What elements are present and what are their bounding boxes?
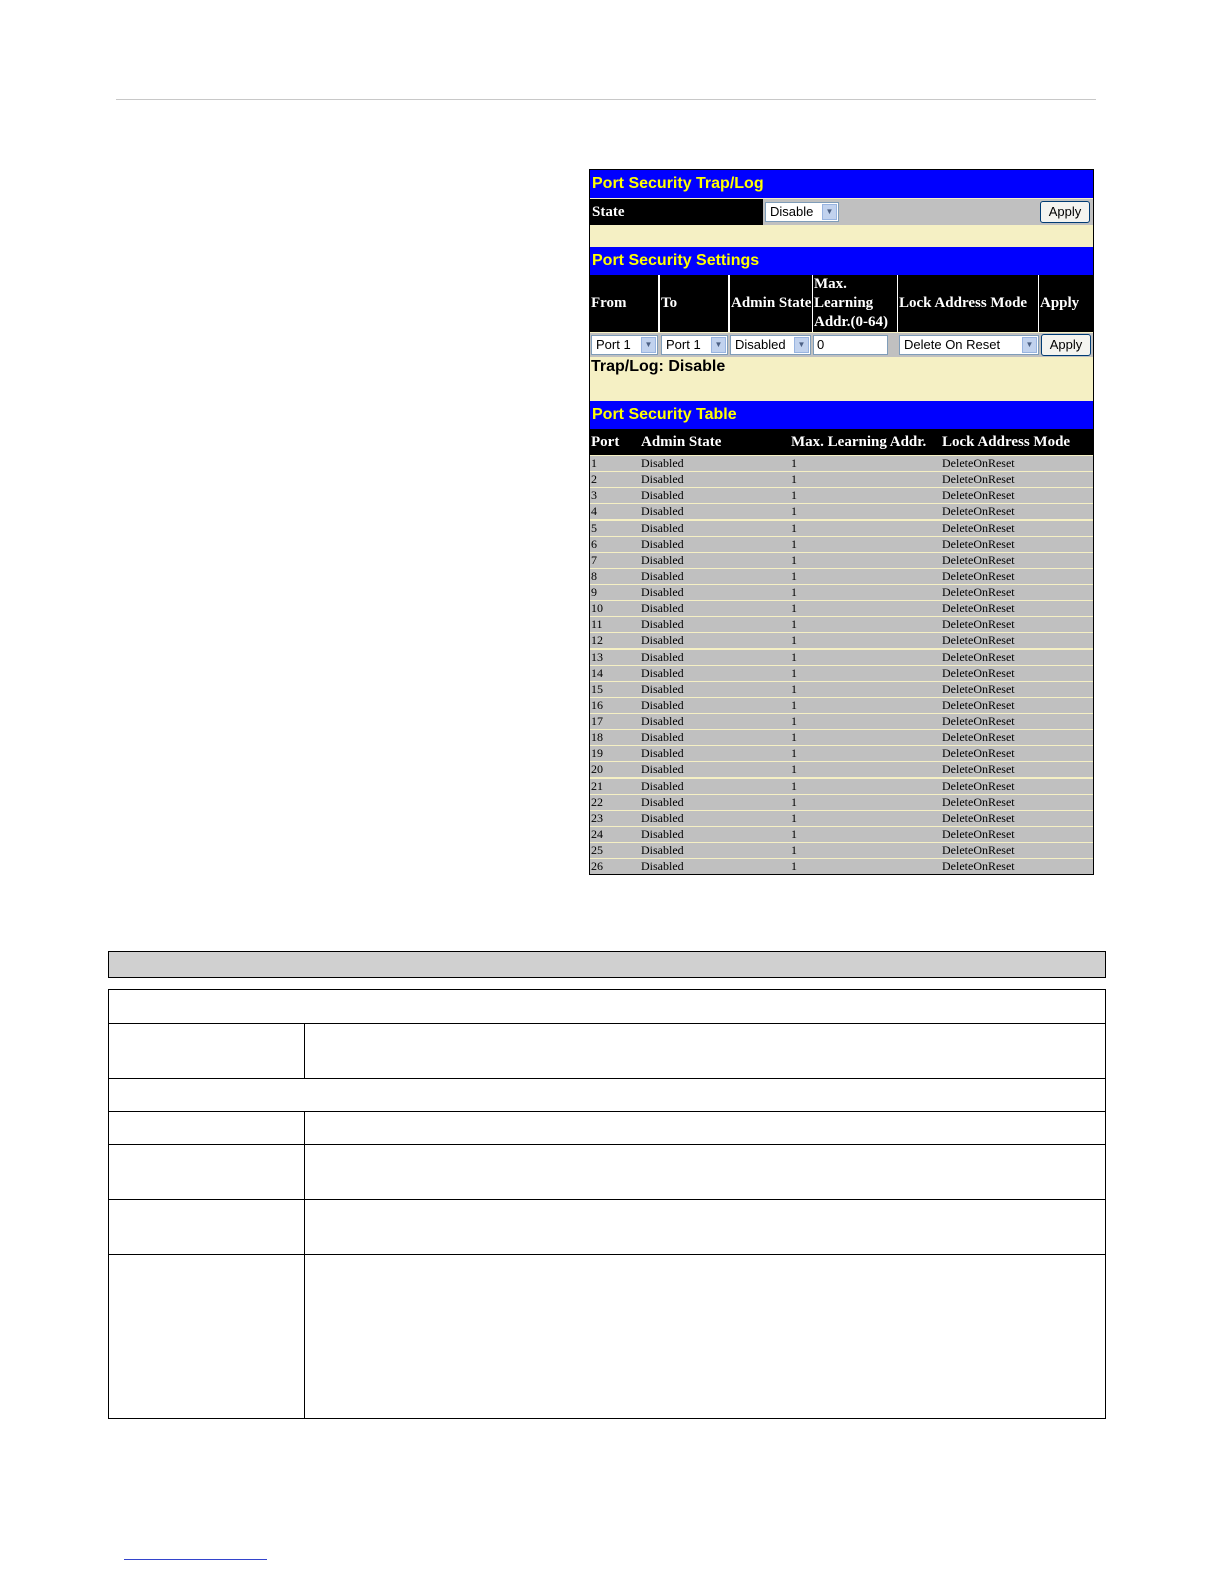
trap-log-title: Port Security Trap/Log bbox=[590, 170, 1093, 198]
cell-lock-mode: DeleteOnReset bbox=[942, 520, 1015, 535]
table-row bbox=[590, 714, 1093, 730]
settings-header-row bbox=[590, 275, 1093, 332]
settings-input-row bbox=[590, 333, 1093, 357]
cell-max-learning: 1 bbox=[791, 826, 797, 841]
header-from: From bbox=[590, 275, 658, 332]
cell-max-learning: 1 bbox=[791, 552, 797, 567]
table-row bbox=[590, 456, 1093, 472]
cell-admin-state: Disabled bbox=[641, 568, 684, 583]
cell-port: 5 bbox=[591, 520, 597, 535]
cell-lock-mode: DeleteOnReset bbox=[942, 730, 1015, 745]
trap-log-state-value: Disable bbox=[770, 204, 814, 219]
header-max-learning bbox=[813, 275, 897, 332]
table-row bbox=[590, 553, 1093, 569]
cell-port: 20 bbox=[591, 762, 603, 777]
cell-lock-mode: DeleteOnReset bbox=[942, 665, 1015, 680]
chevron-down-icon: ▼ bbox=[794, 337, 809, 353]
cell-port: 24 bbox=[591, 826, 603, 841]
chevron-down-icon: ▼ bbox=[822, 204, 837, 220]
cell-lock-mode: DeleteOnReset bbox=[942, 552, 1015, 567]
cell-lock-mode: DeleteOnReset bbox=[942, 504, 1015, 519]
table-title: Port Security Table bbox=[590, 401, 1093, 429]
cell-max-learning: 1 bbox=[791, 746, 797, 761]
cell-port: 6 bbox=[591, 536, 597, 551]
table-row bbox=[590, 859, 1093, 875]
cell-admin-state: Disabled bbox=[641, 665, 684, 680]
cell-admin-state: Disabled bbox=[641, 697, 684, 712]
to-port-value: Port 1 bbox=[666, 337, 701, 352]
table-row bbox=[590, 843, 1093, 859]
lock-mode-value: Delete On Reset bbox=[904, 337, 1001, 352]
admin-state-value: Disabled bbox=[735, 337, 786, 352]
table-row bbox=[590, 746, 1093, 762]
cell-admin-state: Disabled bbox=[641, 826, 684, 841]
cell-admin-state: Disabled bbox=[641, 552, 684, 567]
to-port-select[interactable] bbox=[661, 335, 728, 355]
cell-max-learning: 1 bbox=[791, 536, 797, 551]
cell-port: 7 bbox=[591, 552, 597, 567]
cell-lock-mode: DeleteOnReset bbox=[942, 633, 1015, 648]
cell-max-learning: 1 bbox=[791, 697, 797, 712]
max-learning-input[interactable]: 0 bbox=[813, 335, 888, 355]
cell-admin-state: Disabled bbox=[641, 794, 684, 809]
cell-port: 12 bbox=[591, 633, 603, 648]
header-max-learning-line3: Addr.(0-64) bbox=[814, 314, 889, 330]
th-port: Port bbox=[591, 434, 620, 450]
cell-max-learning: 1 bbox=[791, 778, 797, 793]
cell-admin-state: Disabled bbox=[641, 649, 684, 664]
parameter-table-header bbox=[108, 951, 1106, 978]
footer-link-underline bbox=[124, 1559, 267, 1560]
cell-port: 21 bbox=[591, 778, 603, 793]
trap-log-state-row bbox=[590, 199, 1093, 225]
cell-port: 23 bbox=[591, 810, 603, 825]
cell-lock-mode: DeleteOnReset bbox=[942, 826, 1015, 841]
header-to: To bbox=[660, 275, 728, 332]
state-label: State bbox=[590, 199, 763, 225]
header-apply: Apply bbox=[1039, 275, 1093, 332]
header-admin-state: Admin State bbox=[730, 275, 812, 332]
parameter-table-column-divider bbox=[304, 1111, 305, 1418]
cell-lock-mode: DeleteOnReset bbox=[942, 681, 1015, 696]
cell-port: 18 bbox=[591, 730, 603, 745]
table-row bbox=[590, 537, 1093, 553]
cell-admin-state: Disabled bbox=[641, 585, 684, 600]
cell-max-learning: 1 bbox=[791, 843, 797, 858]
cell-port: 11 bbox=[591, 617, 603, 632]
header-lock-mode: Lock Address Mode bbox=[898, 275, 1038, 332]
cell-port: 13 bbox=[591, 649, 603, 664]
cell-lock-mode: DeleteOnReset bbox=[942, 649, 1015, 664]
cell-max-learning: 1 bbox=[791, 762, 797, 777]
cell-port: 2 bbox=[591, 472, 597, 487]
cell-lock-mode: DeleteOnReset bbox=[942, 697, 1015, 712]
parameter-table-divider bbox=[109, 1254, 1105, 1255]
lock-mode-select[interactable] bbox=[899, 335, 1039, 355]
table-row bbox=[590, 472, 1093, 488]
cell-lock-mode: DeleteOnReset bbox=[942, 794, 1015, 809]
cell-port: 1 bbox=[591, 456, 597, 470]
cell-max-learning: 1 bbox=[791, 794, 797, 809]
chevron-down-icon: ▼ bbox=[641, 337, 656, 353]
cell-port: 16 bbox=[591, 697, 603, 712]
table-row bbox=[590, 633, 1093, 649]
cell-max-learning: 1 bbox=[791, 601, 797, 616]
parameter-table-divider bbox=[109, 1144, 1105, 1145]
parameter-table-divider bbox=[109, 1023, 1105, 1024]
cell-admin-state: Disabled bbox=[641, 633, 684, 648]
th-admin-state: Admin State bbox=[641, 434, 722, 450]
cell-admin-state: Disabled bbox=[641, 730, 684, 745]
cell-lock-mode: DeleteOnReset bbox=[942, 843, 1015, 858]
cell-port: 4 bbox=[591, 504, 597, 519]
table-row bbox=[590, 762, 1093, 778]
cell-admin-state: Disabled bbox=[641, 456, 684, 470]
settings-apply-button[interactable]: Apply bbox=[1041, 334, 1091, 356]
cell-admin-state: Disabled bbox=[641, 472, 684, 487]
table-row bbox=[590, 504, 1093, 520]
cell-admin-state: Disabled bbox=[641, 762, 684, 777]
cell-port: 25 bbox=[591, 843, 603, 858]
cell-port: 22 bbox=[591, 794, 603, 809]
trap-log-status-text: Trap/Log: Disable bbox=[591, 358, 726, 375]
cell-admin-state: Disabled bbox=[641, 681, 684, 696]
parameter-table bbox=[108, 989, 1106, 1419]
cell-lock-mode: DeleteOnReset bbox=[942, 536, 1015, 551]
cell-admin-state: Disabled bbox=[641, 810, 684, 825]
table-row bbox=[590, 698, 1093, 714]
cell-port: 17 bbox=[591, 714, 603, 729]
cell-lock-mode: DeleteOnReset bbox=[942, 585, 1015, 600]
cell-admin-state: Disabled bbox=[641, 488, 684, 503]
cell-port: 15 bbox=[591, 681, 603, 696]
chevron-down-icon: ▼ bbox=[1022, 337, 1037, 353]
cell-max-learning: 1 bbox=[791, 810, 797, 825]
cell-admin-state: Disabled bbox=[641, 746, 684, 761]
header-max-learning-line1: Max. bbox=[814, 276, 847, 292]
cell-max-learning: 1 bbox=[791, 617, 797, 632]
cell-lock-mode: DeleteOnReset bbox=[942, 746, 1015, 761]
trap-log-apply-button[interactable]: Apply bbox=[1040, 201, 1090, 223]
cell-port: 8 bbox=[591, 568, 597, 583]
cell-lock-mode: DeleteOnReset bbox=[942, 472, 1015, 487]
cell-max-learning: 1 bbox=[791, 456, 797, 470]
parameter-table-divider bbox=[109, 1078, 1105, 1079]
cell-max-learning: 1 bbox=[791, 633, 797, 648]
table-header-row bbox=[590, 429, 1093, 455]
cell-port: 9 bbox=[591, 585, 597, 600]
cell-max-learning: 1 bbox=[791, 665, 797, 680]
table-row bbox=[590, 569, 1093, 585]
cell-max-learning: 1 bbox=[791, 488, 797, 503]
th-max-learning: Max. Learning Addr. bbox=[791, 434, 927, 450]
cell-lock-mode: DeleteOnReset bbox=[942, 568, 1015, 583]
table-row bbox=[590, 779, 1093, 795]
admin-state-select[interactable] bbox=[730, 335, 811, 355]
cell-admin-state: Disabled bbox=[641, 504, 684, 519]
cell-max-learning: 1 bbox=[791, 568, 797, 583]
trap-log-state-select[interactable] bbox=[765, 202, 839, 222]
cell-lock-mode: DeleteOnReset bbox=[942, 488, 1015, 503]
table-row bbox=[590, 811, 1093, 827]
cell-admin-state: Disabled bbox=[641, 859, 684, 874]
parameter-table-divider bbox=[109, 1199, 1105, 1200]
parameter-table-divider bbox=[109, 1111, 1105, 1112]
table-row bbox=[590, 795, 1093, 811]
cell-admin-state: Disabled bbox=[641, 843, 684, 858]
cell-admin-state: Disabled bbox=[641, 520, 684, 535]
cell-max-learning: 1 bbox=[791, 520, 797, 535]
cell-port: 10 bbox=[591, 601, 603, 616]
cell-port: 14 bbox=[591, 665, 603, 680]
cell-lock-mode: DeleteOnReset bbox=[942, 778, 1015, 793]
table-row bbox=[590, 521, 1093, 537]
from-port-select[interactable] bbox=[591, 335, 658, 355]
cell-admin-state: Disabled bbox=[641, 601, 684, 616]
cell-lock-mode: DeleteOnReset bbox=[942, 601, 1015, 616]
table-row bbox=[590, 488, 1093, 504]
cell-port: 3 bbox=[591, 488, 597, 503]
table-row bbox=[590, 666, 1093, 682]
cell-port: 26 bbox=[591, 859, 603, 874]
cell-max-learning: 1 bbox=[791, 472, 797, 487]
cell-admin-state: Disabled bbox=[641, 778, 684, 793]
cell-lock-mode: DeleteOnReset bbox=[942, 456, 1015, 470]
cell-max-learning: 1 bbox=[791, 730, 797, 745]
cell-port: 19 bbox=[591, 746, 603, 761]
settings-title: Port Security Settings bbox=[590, 247, 1093, 275]
cell-lock-mode: DeleteOnReset bbox=[942, 859, 1015, 874]
cell-max-learning: 1 bbox=[791, 649, 797, 664]
port-security-panel bbox=[589, 169, 1094, 875]
header-max-learning-line2: Learning bbox=[814, 295, 874, 311]
table-row bbox=[590, 601, 1093, 617]
cell-lock-mode: DeleteOnReset bbox=[942, 810, 1015, 825]
table-row bbox=[590, 682, 1093, 698]
table-row bbox=[590, 585, 1093, 601]
th-lock-mode: Lock Address Mode bbox=[942, 434, 1071, 450]
parameter-table-column-divider bbox=[304, 1023, 305, 1078]
cell-max-learning: 1 bbox=[791, 504, 797, 519]
cell-max-learning: 1 bbox=[791, 681, 797, 696]
cell-lock-mode: DeleteOnReset bbox=[942, 617, 1015, 632]
chevron-down-icon: ▼ bbox=[711, 337, 726, 353]
table-row bbox=[590, 730, 1093, 746]
cell-admin-state: Disabled bbox=[641, 714, 684, 729]
cell-max-learning: 1 bbox=[791, 585, 797, 600]
cell-admin-state: Disabled bbox=[641, 536, 684, 551]
cell-max-learning: 1 bbox=[791, 714, 797, 729]
cell-max-learning: 1 bbox=[791, 859, 797, 874]
cell-lock-mode: DeleteOnReset bbox=[942, 714, 1015, 729]
table-row bbox=[590, 827, 1093, 843]
cell-lock-mode: DeleteOnReset bbox=[942, 762, 1015, 777]
from-port-value: Port 1 bbox=[596, 337, 631, 352]
cell-admin-state: Disabled bbox=[641, 617, 684, 632]
table-row bbox=[590, 650, 1093, 666]
table-row bbox=[590, 617, 1093, 633]
page-top-rule bbox=[116, 99, 1096, 100]
